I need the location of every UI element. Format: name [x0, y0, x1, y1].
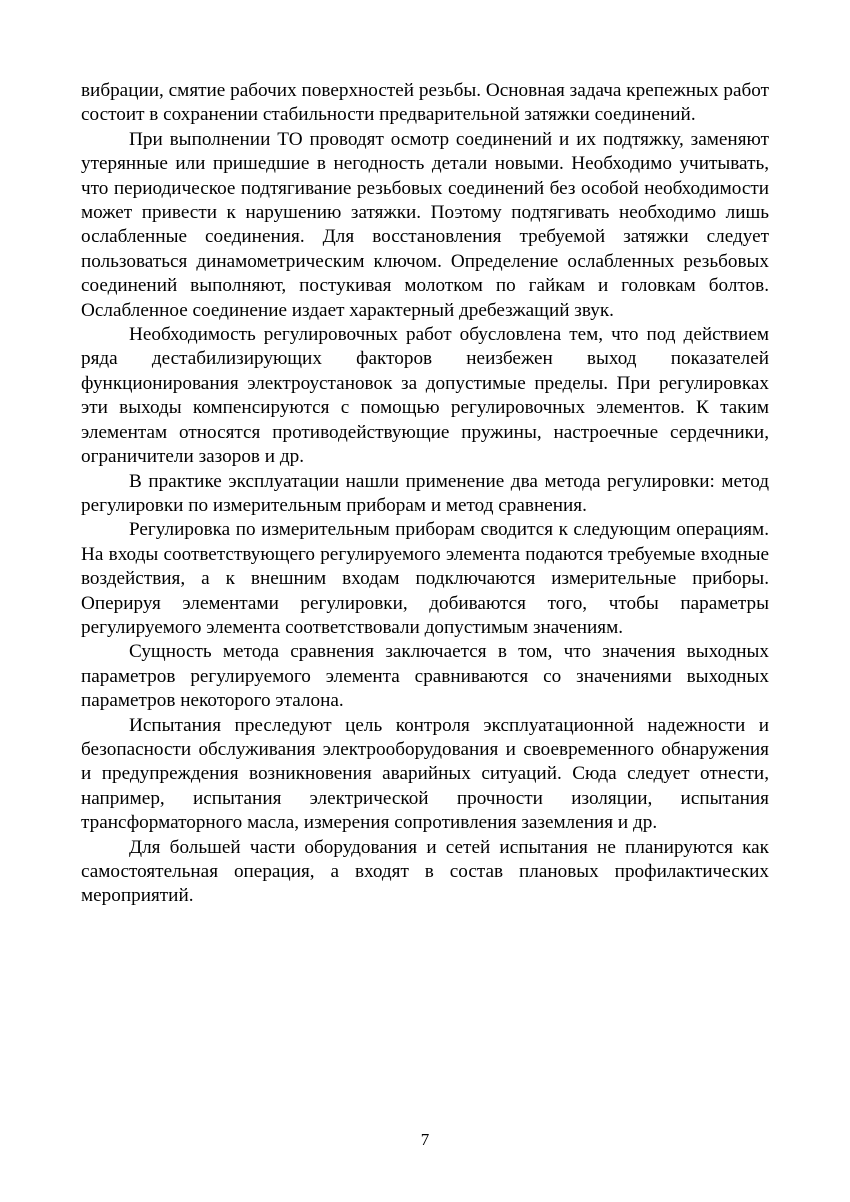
page-number: 7 [420, 1130, 430, 1149]
paragraph-1-continuation: вибрации, смятие рабочих поверхностей резьбы. Основная задача крепежных работ состоит в сохранении стабильности предварительной затяжки соединений. [81, 80, 769, 126]
paragraph-adjustment-methods: В практике эксплуатации нашли применение два метода регулировки: метод регулировки по измерительным приборам и метод сравнения. [81, 470, 769, 516]
paragraph-maintenance-inspection: При выполнении ТО проводят осмотр соединений и их подтяжку, заменяют утерянные или пришедшие в негодность детали новыми. Необходимо учитывать, что периодическое подтягивание резьбовых соединений без особой необходимости может привести к нарушению затяжки. Поэтому подтягивать необходимо лишь ослабленные соединения. Для восстановления требуемой затяжки следует пользоваться динамометрическим ключом. Определение ослабленных резьбовых соединений выполняют, постукивая молотком по гайкам и головкам болтов. Ослабленное соединение издает характерный дребезжащий звук. [81, 128, 769, 321]
paragraph-testing-purpose: Испытания преследуют цель контроля эксплуатационной надежности и безопасности обслуживания электрооборудования и своевременного обнаружения и предупреждения возникновения аварийных ситуаций. Сюда следует отнести, например, испытания электрической прочности изоляции, испытания трансформаторного масла, измерения сопротивления заземления и др. [81, 714, 769, 834]
paragraph-adjustment-necessity: Необходимость регулировочных работ обусловлена тем, что под действием ряда дестабилизирующих факторов неизбежен выход показателей функционирования электроустановок за допустимые пределы. При регулировках эти выходы компенсируются с помощью регулировочных элементов. К таким элементам относятся противодействующие пружины, настроечные сердечники, ограничители зазоров и др. [81, 324, 769, 468]
paragraph-testing-planning: Для большей части оборудования и сетей испытания не планируются как самостоятельная операция, а входят в состав плановых профилактических мероприятий. [81, 836, 769, 907]
paragraph-instrument-adjustment: Регулировка по измерительным приборам сводится к следующим операциям. На входы соответствующего регулируемого элемента подаются требуемые входные воздействия, а к внешним входам подключаются измерительные приборы. Оперируя элементами регулировки, добиваются того, чтобы параметры регулируемого элемента соответствовали допустимым значениям. [81, 519, 769, 638]
paragraph-comparison-method: Сущность метода сравнения заключается в том, что значения выходных параметров регулируемого элемента сравниваются со значениями выходных параметров некоторого эталона. [81, 641, 769, 712]
document-body [81, 79, 769, 909]
